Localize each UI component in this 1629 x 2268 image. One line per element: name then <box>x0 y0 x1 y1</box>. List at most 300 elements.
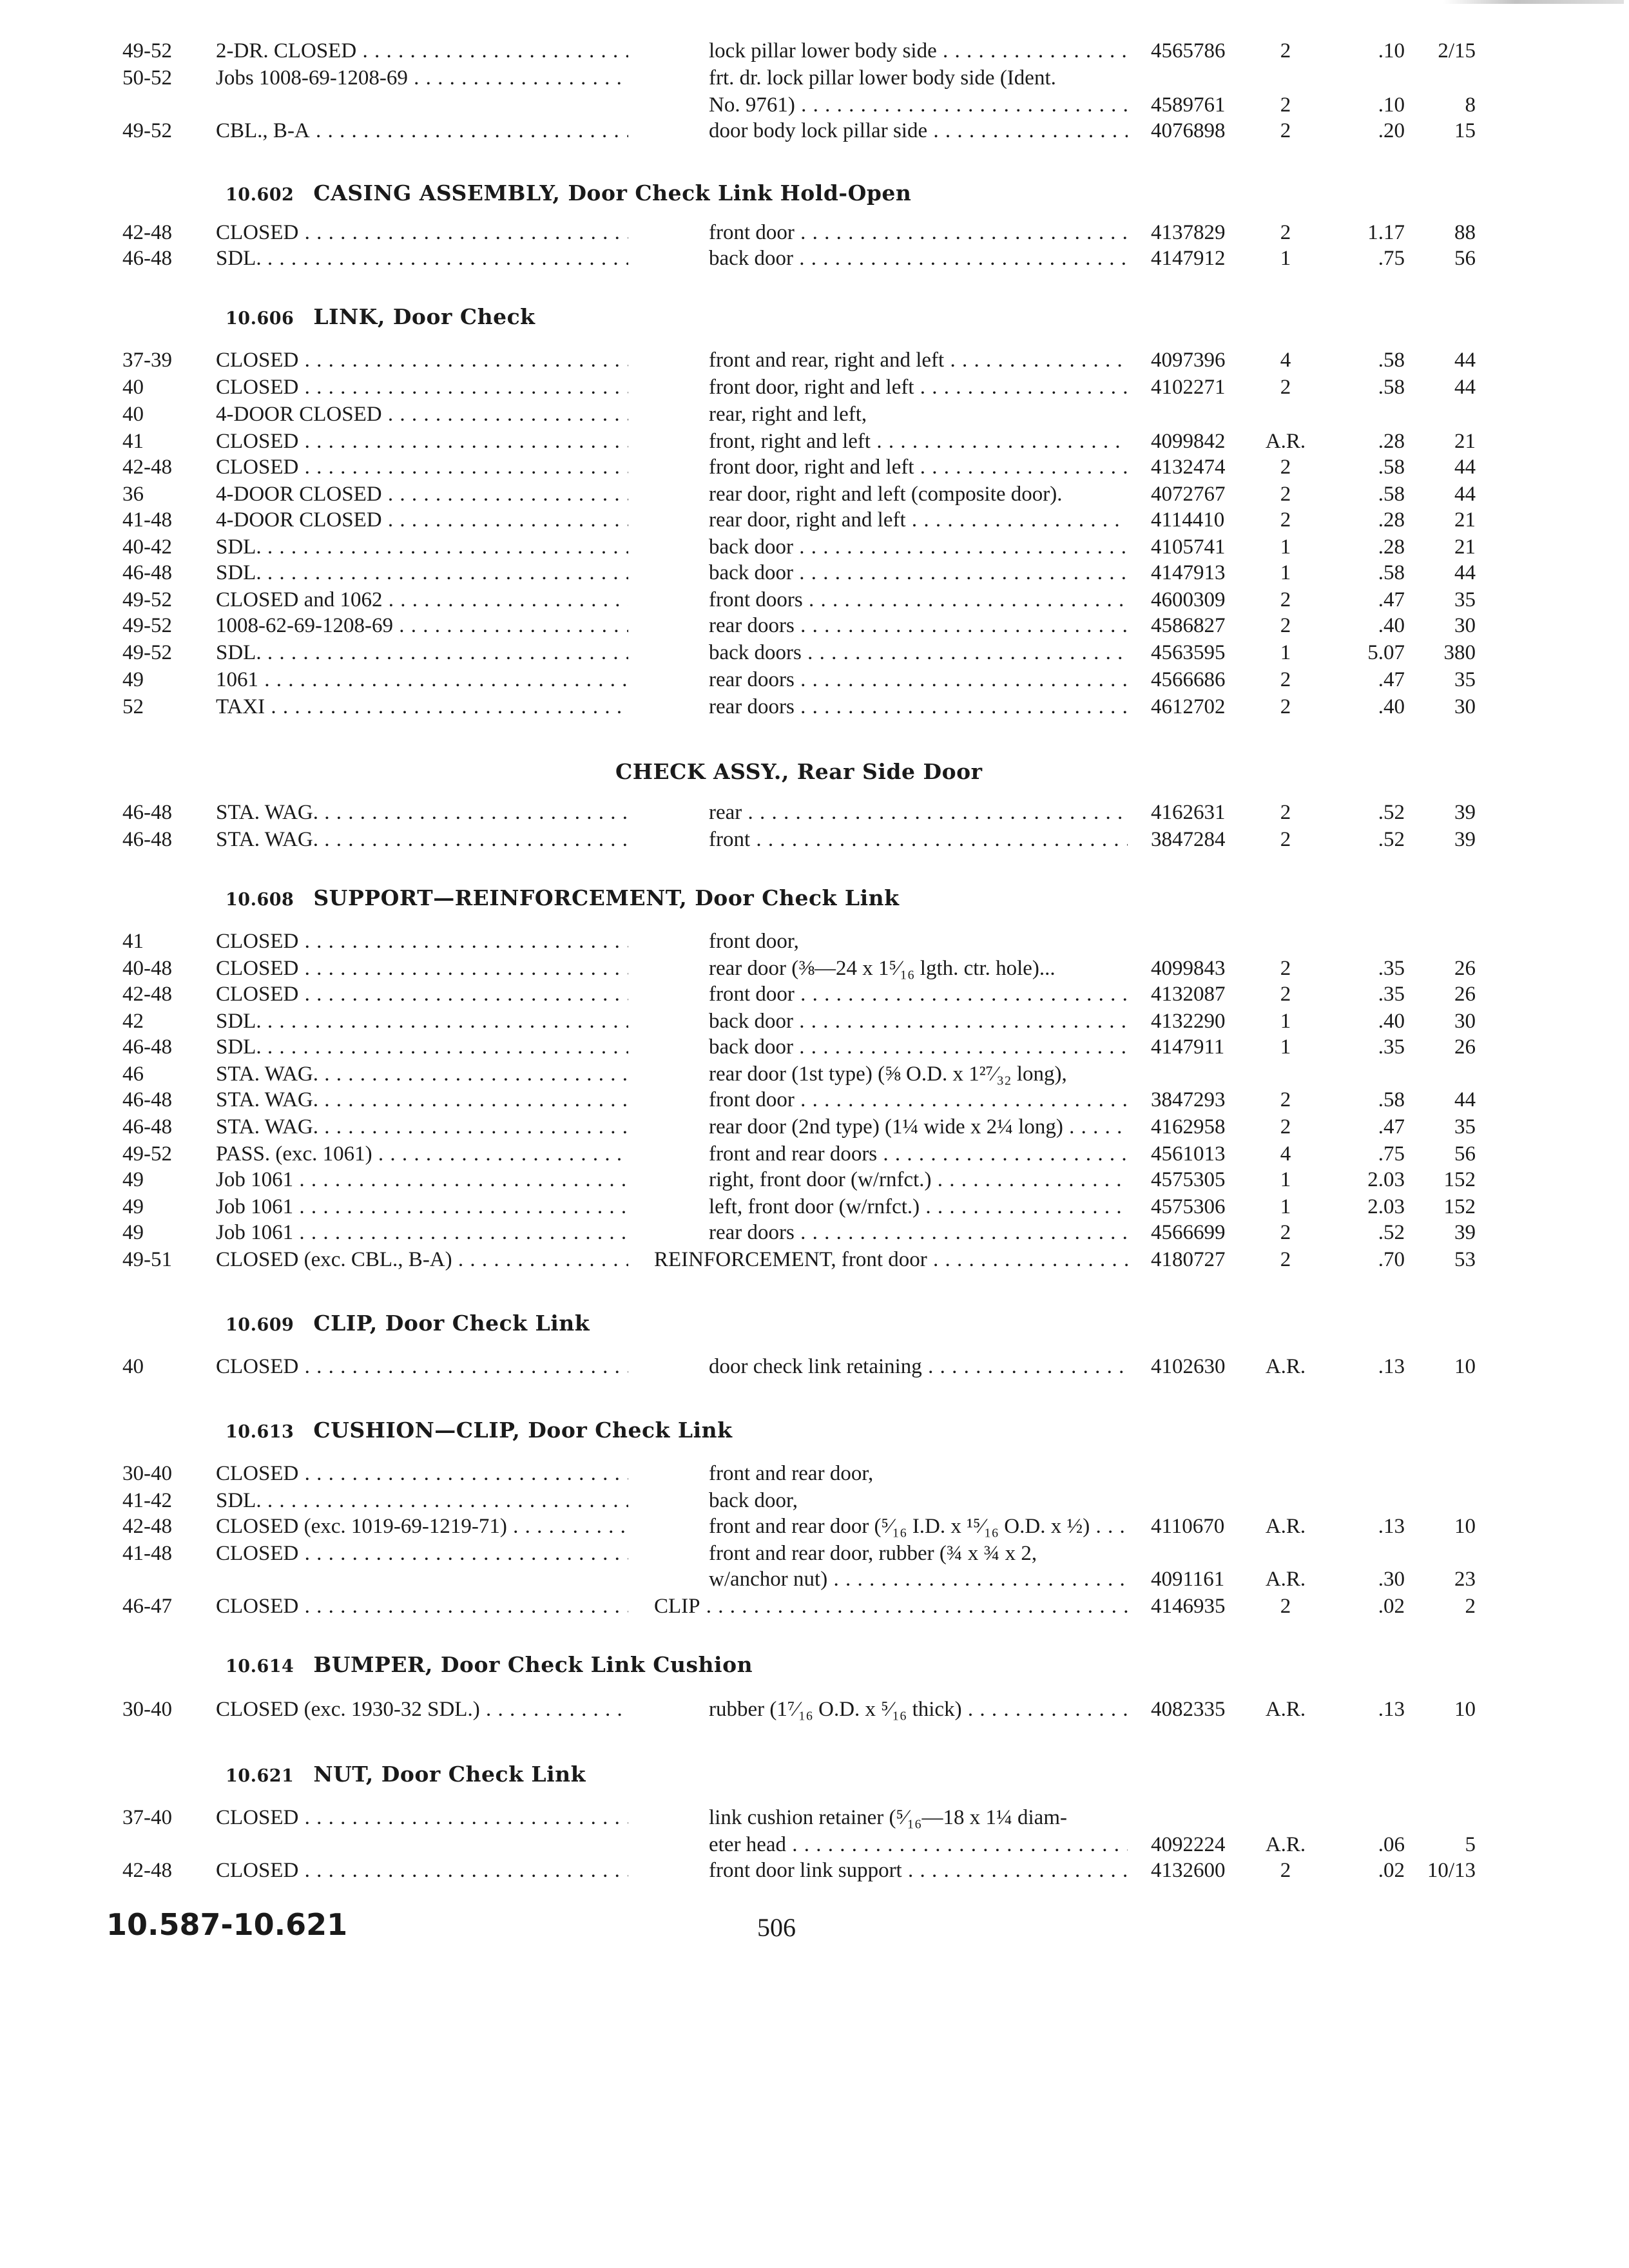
model-years: 46-48 <box>122 828 172 851</box>
part-number: 4586827 <box>1151 614 1226 637</box>
model-application: 4-DOOR CLOSED . . . <box>216 506 628 533</box>
part-number: 4114410 <box>1151 508 1225 532</box>
model-application: CLOSED . . . <box>216 374 628 401</box>
part-description: front door . . . <box>709 219 1128 246</box>
list-count: 44 <box>1454 376 1476 399</box>
quantity: 2 <box>1280 695 1291 718</box>
list-count: 39 <box>1454 1221 1476 1244</box>
part-description: front doors . . . <box>709 586 1128 613</box>
part-description: eter head . . . <box>709 1831 1128 1858</box>
parts-row <box>0 1246 1629 1273</box>
section-subtitle: Door Check Link Cushion <box>440 1652 753 1677</box>
part-description: No. 9761) . . . <box>709 91 1128 119</box>
parts-row <box>0 826 1629 853</box>
model-application: CLOSED . . . <box>216 219 628 246</box>
price: .40 <box>1378 614 1405 637</box>
section-header <box>226 1418 733 1447</box>
model-years: 41-42 <box>122 1489 172 1512</box>
quantity: 2 <box>1280 668 1291 691</box>
model-years: 37-40 <box>122 1806 172 1829</box>
part-description: rear door (⅜—24 x 1⁵⁄₁₆ lgth. ctr. hole)... <box>709 957 1055 980</box>
section-subtitle: Door Check Link <box>528 1418 733 1443</box>
model-application: SDL. . . . <box>216 1487 628 1514</box>
model-application: Jobs 1008-69-1208-69 . . . <box>216 64 628 91</box>
model-application: SDL. . . . <box>216 533 628 561</box>
model-application: Job 1061 . . . <box>216 1193 628 1220</box>
section-number: 10.614 <box>226 1657 294 1677</box>
parts-row <box>0 506 1629 533</box>
section-subtitle: Door Check Link <box>385 1311 590 1336</box>
price: .58 <box>1378 376 1405 399</box>
parts-row <box>0 245 1629 272</box>
list-count: 35 <box>1454 668 1476 691</box>
part-description: back door . . . <box>709 245 1128 272</box>
model-years: 42-48 <box>122 456 172 479</box>
price: .40 <box>1378 1010 1405 1033</box>
section-subtitle: Door Check Link Hold-Open <box>568 180 912 206</box>
parts-row <box>0 91 1629 119</box>
model-application: CLOSED . . . <box>216 1857 628 1884</box>
quantity: 2 <box>1280 983 1291 1006</box>
price: .20 <box>1378 119 1405 142</box>
model-years: 41-48 <box>122 508 172 532</box>
parts-row <box>0 928 1629 955</box>
quantity: A.R. <box>1265 1568 1306 1591</box>
part-description: door check link retaining . . . <box>709 1353 1128 1380</box>
section-title: BUMPER, <box>313 1652 441 1677</box>
quantity: 2 <box>1280 221 1291 244</box>
model-application: 4-DOOR CLOSED . . . <box>216 481 628 508</box>
quantity: A.R. <box>1265 430 1306 453</box>
price: .13 <box>1378 1698 1405 1721</box>
section-number: 10.613 <box>226 1422 294 1442</box>
list-count: 35 <box>1454 1115 1476 1139</box>
price: .35 <box>1378 1035 1405 1059</box>
model-years: 46-48 <box>122 1088 172 1111</box>
part-description: front door link support . . . <box>709 1857 1128 1884</box>
part-description: front and rear door, <box>709 1462 874 1485</box>
model-years: 46 <box>122 1062 144 1086</box>
section-header <box>615 759 982 789</box>
model-years: 40-48 <box>122 957 172 980</box>
parts-row <box>0 955 1629 982</box>
quantity: 4 <box>1280 349 1291 372</box>
parts-row <box>0 533 1629 561</box>
quantity: 1 <box>1280 561 1291 584</box>
part-number: 4147913 <box>1151 561 1226 584</box>
part-number: 4102630 <box>1151 1355 1226 1378</box>
parts-row <box>0 374 1629 401</box>
part-description: front and rear doors . . . <box>709 1140 1128 1168</box>
price: .70 <box>1378 1248 1405 1271</box>
model-years: 46-48 <box>122 247 172 270</box>
price: .47 <box>1378 1115 1405 1139</box>
price: .75 <box>1378 1142 1405 1166</box>
section-number: 10.602 <box>226 185 294 205</box>
list-count: 21 <box>1454 430 1476 453</box>
list-count: 44 <box>1454 483 1476 506</box>
section-subtitle: Door Check Link <box>695 885 900 910</box>
price: 5.07 <box>1367 641 1405 664</box>
model-years: 46-48 <box>122 1115 172 1139</box>
part-number: 4092224 <box>1151 1833 1226 1856</box>
parts-row <box>0 799 1629 826</box>
model-years: 36 <box>122 483 144 506</box>
model-years: 46-48 <box>122 1035 172 1059</box>
quantity: 2 <box>1280 376 1291 399</box>
part-number: 4147912 <box>1151 247 1226 270</box>
parts-row <box>0 1008 1629 1035</box>
part-description: link cushion retainer (⁵⁄₁₆—18 x 1¼ diam- <box>709 1806 1067 1829</box>
price: 2.03 <box>1367 1168 1405 1191</box>
price: .58 <box>1378 456 1405 479</box>
model-application: CLOSED . . . <box>216 347 628 374</box>
model-years: 41 <box>122 430 144 453</box>
model-application: CLOSED . . . <box>216 928 628 955</box>
list-count: 30 <box>1454 695 1476 718</box>
price: .35 <box>1378 983 1405 1006</box>
list-count: 30 <box>1454 614 1476 637</box>
part-description: left, front door (w/rnfct.) . . . <box>709 1193 1128 1220</box>
part-description: rear doors . . . <box>709 693 1128 720</box>
model-application: CLOSED (exc. 1930-32 SDL.) . . . <box>216 1696 628 1723</box>
section-header <box>226 180 911 210</box>
parts-row <box>0 1193 1629 1220</box>
parts-row <box>0 347 1629 374</box>
model-application: CLOSED (exc. CBL., B-A) . . . <box>216 1246 628 1273</box>
part-number: 4147911 <box>1151 1035 1225 1059</box>
parts-row <box>0 428 1629 455</box>
list-count: 21 <box>1454 535 1476 559</box>
list-count: 56 <box>1454 247 1476 270</box>
part-number: 4076898 <box>1151 119 1226 142</box>
parts-row <box>0 693 1629 720</box>
quantity: 2 <box>1280 39 1291 62</box>
part-number: 4132474 <box>1151 456 1226 479</box>
parts-row <box>0 1166 1629 1193</box>
quantity: 2 <box>1280 614 1291 637</box>
parts-row <box>0 1460 1629 1487</box>
section-header <box>226 1311 590 1340</box>
model-application: SDL. . . . <box>216 639 628 666</box>
parts-row <box>0 219 1629 246</box>
part-number: 3847284 <box>1151 828 1226 851</box>
part-description: rear door (1st type) (⅝ O.D. x 1²⁷⁄₃₂ long), <box>709 1062 1067 1086</box>
parts-row <box>0 1219 1629 1246</box>
list-count: 26 <box>1454 957 1476 980</box>
model-years: 46-47 <box>122 1595 172 1618</box>
parts-row <box>0 1804 1629 1831</box>
parts-row <box>0 586 1629 613</box>
part-description: front door, <box>709 930 799 953</box>
model-years: 40-42 <box>122 535 172 559</box>
parts-row <box>0 1086 1629 1113</box>
list-count: 39 <box>1454 801 1476 824</box>
quantity: 1 <box>1280 641 1291 664</box>
part-description: front door . . . <box>709 1086 1128 1113</box>
part-description: rubber (1⁷⁄₁₆ O.D. x ⁵⁄₁₆ thick) . . . <box>709 1696 1128 1723</box>
part-description: front and rear, right and left . . . <box>709 347 1128 374</box>
list-count: 15 <box>1454 119 1476 142</box>
list-count: 8 <box>1465 93 1476 117</box>
parts-row <box>0 1140 1629 1168</box>
part-number: 4180727 <box>1151 1248 1226 1271</box>
parts-row <box>0 1857 1629 1884</box>
model-years: 42-48 <box>122 1515 172 1538</box>
section-header <box>226 885 900 915</box>
model-application: CLOSED . . . <box>216 955 628 982</box>
parts-row <box>0 1696 1629 1723</box>
quantity: 2 <box>1280 828 1291 851</box>
model-years: 49 <box>122 1221 144 1244</box>
section-title: CHECK ASSY., <box>615 759 797 784</box>
section-header <box>226 1762 586 1791</box>
list-count: 26 <box>1454 983 1476 1006</box>
quantity: 2 <box>1280 1115 1291 1139</box>
part-description: CLIP . . . <box>654 1593 1128 1620</box>
list-count: 53 <box>1454 1248 1476 1271</box>
part-number: 4132290 <box>1151 1010 1226 1033</box>
model-years: 49 <box>122 668 144 691</box>
parts-row <box>0 559 1629 586</box>
price: .28 <box>1378 508 1405 532</box>
section-subtitle: Door Check Link <box>381 1762 586 1787</box>
parts-row <box>0 639 1629 666</box>
price: .52 <box>1378 1221 1405 1244</box>
list-count: 26 <box>1454 1035 1476 1059</box>
part-description: rear, right and left, <box>709 403 867 426</box>
parts-row <box>0 981 1629 1008</box>
part-number: 4563595 <box>1151 641 1226 664</box>
list-count: 10 <box>1454 1515 1476 1538</box>
part-number: 4566686 <box>1151 668 1226 691</box>
parts-row <box>0 612 1629 639</box>
part-number: 4102271 <box>1151 376 1226 399</box>
model-application: TAXI . . . <box>216 693 628 720</box>
model-years: 52 <box>122 695 144 718</box>
part-description: front door, right and left . . . <box>709 454 1128 481</box>
price: .02 <box>1378 1859 1405 1882</box>
parts-row <box>0 1513 1629 1540</box>
model-application: STA. WAG. . . . <box>216 1113 628 1140</box>
part-description: front door, right and left . . . <box>709 374 1128 401</box>
part-description: right, front door (w/rnfct.) . . . <box>709 1166 1128 1193</box>
part-description: back door . . . <box>709 1033 1128 1061</box>
list-count: 88 <box>1454 221 1476 244</box>
part-number: 4566699 <box>1151 1221 1226 1244</box>
page-number: 506 <box>757 1913 796 1942</box>
part-description: front door . . . <box>709 981 1128 1008</box>
list-count: 44 <box>1454 456 1476 479</box>
parts-row <box>0 1353 1629 1380</box>
quantity: 2 <box>1280 588 1291 611</box>
model-application: CBL., B-A . . . <box>216 117 628 144</box>
model-years: 30-40 <box>122 1462 172 1485</box>
parts-row <box>0 1113 1629 1140</box>
section-subtitle: Door Check <box>392 304 535 329</box>
price: 1.17 <box>1367 221 1405 244</box>
model-years: 41 <box>122 930 144 953</box>
part-number: 4600309 <box>1151 588 1226 611</box>
quantity: A.R. <box>1265 1698 1306 1721</box>
section-subtitle: Rear Side Door <box>796 759 983 784</box>
quantity: A.R. <box>1265 1515 1306 1538</box>
list-count: 10 <box>1454 1698 1476 1721</box>
section-range-footer: 10.587-10.621 <box>106 1907 348 1942</box>
quantity: 2 <box>1280 801 1291 824</box>
list-count: 39 <box>1454 828 1476 851</box>
section-number: 10.606 <box>226 309 294 329</box>
section-title: CUSHION—CLIP, <box>313 1418 528 1443</box>
quantity: 2 <box>1280 119 1291 142</box>
quantity: 2 <box>1280 957 1291 980</box>
section-title: NUT, <box>313 1762 381 1787</box>
model-application: Job 1061 . . . <box>216 1219 628 1246</box>
part-description: back door, <box>709 1489 798 1512</box>
part-description: front and rear door (⁵⁄₁₆ I.D. x ¹⁵⁄₁₆ O.D. x ½) . . . <box>709 1513 1128 1540</box>
model-application: CLOSED and 1062 . . . <box>216 586 628 613</box>
section-title: LINK, <box>313 304 393 329</box>
section-title: CASING ASSEMBLY, <box>313 180 568 206</box>
part-description: rear doors . . . <box>709 666 1128 693</box>
part-description: frt. dr. lock pillar lower body side (Ident. <box>709 66 1056 90</box>
part-description: back door . . . <box>709 1008 1128 1035</box>
part-number: 4132600 <box>1151 1859 1226 1882</box>
part-number: 3847293 <box>1151 1088 1226 1111</box>
parts-row <box>0 37 1629 64</box>
part-number: 4162958 <box>1151 1115 1226 1139</box>
quantity: 1 <box>1280 535 1291 559</box>
part-number: 4612702 <box>1151 695 1226 718</box>
quantity: 2 <box>1280 1859 1291 1882</box>
model-application: SDL. . . . <box>216 559 628 586</box>
part-number: 4575306 <box>1151 1195 1226 1218</box>
model-application: STA. WAG. . . . <box>216 1086 628 1113</box>
quantity: A.R. <box>1265 1833 1306 1856</box>
model-years: 30-40 <box>122 1698 172 1721</box>
part-description: rear . . . <box>709 799 1128 826</box>
parts-row <box>0 401 1629 428</box>
list-count: 35 <box>1454 588 1476 611</box>
list-count: 10 <box>1454 1355 1476 1378</box>
model-years: 37-39 <box>122 349 172 372</box>
price: .13 <box>1378 1355 1405 1378</box>
parts-row <box>0 64 1629 91</box>
price: .02 <box>1378 1595 1405 1618</box>
parts-row <box>0 1831 1629 1858</box>
parts-row <box>0 1487 1629 1514</box>
part-number: 4097396 <box>1151 349 1226 372</box>
quantity: 4 <box>1280 1142 1291 1166</box>
model-application: STA. WAG. . . . <box>216 1061 628 1088</box>
quantity: 2 <box>1280 1595 1291 1618</box>
price: .58 <box>1378 561 1405 584</box>
parts-row <box>0 1593 1629 1620</box>
model-years: 49-52 <box>122 614 172 637</box>
part-description: door body lock pillar side . . . <box>709 117 1128 144</box>
list-count: 380 <box>1443 641 1476 664</box>
part-number: 4137829 <box>1151 221 1226 244</box>
model-years: 49-52 <box>122 39 172 62</box>
model-application: CLOSED . . . <box>216 1593 628 1620</box>
price: .28 <box>1378 535 1405 559</box>
price: .52 <box>1378 801 1405 824</box>
part-description: rear door, right and left . . . <box>709 506 1128 533</box>
price: .35 <box>1378 957 1405 980</box>
part-number: 4565786 <box>1151 39 1226 62</box>
model-years: 49-52 <box>122 1142 172 1166</box>
model-application: CLOSED (exc. 1019-69-1219-71) . . . <box>216 1513 628 1540</box>
part-number: 4132087 <box>1151 983 1226 1006</box>
model-application: CLOSED . . . <box>216 1540 628 1567</box>
quantity: 2 <box>1280 456 1291 479</box>
model-application: 1061 . . . <box>216 666 628 693</box>
list-count: 56 <box>1454 1142 1476 1166</box>
list-count: 152 <box>1443 1168 1476 1191</box>
section-title: CLIP, <box>313 1311 385 1336</box>
part-description: back door . . . <box>709 559 1128 586</box>
quantity: A.R. <box>1265 1355 1306 1378</box>
model-application: CLOSED . . . <box>216 454 628 481</box>
parts-row <box>0 666 1629 693</box>
parts-row <box>0 1540 1629 1567</box>
model-years: 41-48 <box>122 1542 172 1565</box>
quantity: 1 <box>1280 247 1291 270</box>
quantity: 1 <box>1280 1168 1291 1191</box>
price: .52 <box>1378 828 1405 851</box>
model-years: 46-48 <box>122 801 172 824</box>
list-count: 2/15 <box>1438 39 1476 62</box>
part-description: rear door (2nd type) (1¼ wide x 2¼ long) . . . <box>709 1113 1128 1140</box>
price: .10 <box>1378 93 1405 117</box>
parts-row <box>0 1566 1629 1593</box>
model-application: PASS. (exc. 1061) . . . <box>216 1140 628 1168</box>
price: .75 <box>1378 247 1405 270</box>
quantity: 2 <box>1280 483 1291 506</box>
model-application: CLOSED . . . <box>216 981 628 1008</box>
parts-row <box>0 1061 1629 1088</box>
price: .40 <box>1378 695 1405 718</box>
quantity: 1 <box>1280 1010 1291 1033</box>
part-description: w/anchor nut) . . . <box>709 1566 1128 1593</box>
price: .58 <box>1378 349 1405 372</box>
part-description: back doors . . . <box>709 639 1128 666</box>
quantity: 2 <box>1280 508 1291 532</box>
part-number: 4091161 <box>1151 1568 1225 1591</box>
model-application: CLOSED . . . <box>216 428 628 455</box>
price: .10 <box>1378 39 1405 62</box>
price: .58 <box>1378 1088 1405 1111</box>
section-title: SUPPORT—REINFORCEMENT, <box>313 885 695 910</box>
part-description: front and rear door, rubber (¾ x ¾ x 2, <box>709 1542 1037 1565</box>
model-application: CLOSED . . . <box>216 1353 628 1380</box>
price: .58 <box>1378 483 1405 506</box>
quantity: 1 <box>1280 1195 1291 1218</box>
model-application: Job 1061 . . . <box>216 1166 628 1193</box>
quantity: 1 <box>1280 1035 1291 1059</box>
list-count: 21 <box>1454 508 1476 532</box>
part-number: 4162631 <box>1151 801 1226 824</box>
price: .06 <box>1378 1833 1405 1856</box>
model-years: 42-48 <box>122 983 172 1006</box>
parts-row <box>0 1033 1629 1061</box>
scan-edge-mark <box>1443 0 1624 4</box>
model-years: 42 <box>122 1010 144 1033</box>
price: .47 <box>1378 668 1405 691</box>
part-number: 4082335 <box>1151 1698 1226 1721</box>
quantity: 2 <box>1280 1088 1291 1111</box>
model-application: STA. WAG. . . . <box>216 826 628 853</box>
